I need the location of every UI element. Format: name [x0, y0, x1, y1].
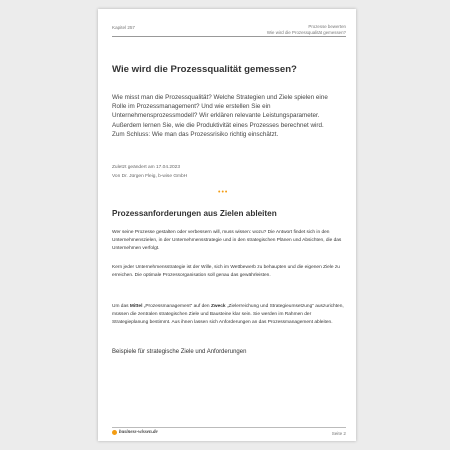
article-meta [112, 163, 187, 182]
paragraph-3-text-c: „Prozessmanagement“ auf den [142, 304, 211, 309]
header-subtitle: Wie wird die Prozessqualität gemessen? [266, 29, 346, 35]
footer-divider [112, 427, 346, 428]
document-page [98, 9, 356, 441]
page-number: Seite 2 [331, 431, 346, 436]
footer-brand[interactable] [112, 430, 158, 435]
paragraph-3-text-a: Um das [112, 304, 130, 309]
paragraph-1: Wer seine Prozesse gestalten oder verbessern will, muss wissen: wozu? Die Antwort findet sich in den Unternehmenszielen, in der Unternehmensstrategie und in den strategischen Plänen und Absichten, die das Unternehmen verfolgt. [112, 230, 342, 251]
brand-name: business-wissen.de [119, 430, 158, 435]
page-title: Wie wird die Prozessqualität gemessen? [112, 64, 297, 75]
paragraph-3-bold-zweck: Zweck [210, 304, 226, 309]
paragraph-3-bold-mittel: Mittel [129, 304, 143, 309]
header-divider [112, 36, 346, 37]
paragraph-2: Kern jeder Unternehmensstrategie ist der Wille, sich im Wettbewerb zu behaupten und die eigenen Ziele zu erreichen. Die optimale Prozessorganisation soll genau das gewährleisten. [112, 265, 340, 278]
paragraph-3-text-e: „Zielerreichung und Strategieumsetzung“ auszurichten, müssen die zentralen strategischen Ziele und Bausteine klar sein. Sie werden im Rahmen der Strategieplanung bestimmt. Aus ihnen lassen sich Anforderungen an das Prozessmanagement ableiten. [112, 304, 344, 325]
header-right [267, 24, 346, 35]
lead-paragraph: Wie misst man die Prozessqualität? Welche Strategien und Ziele spielen eine Rolle im Prozessmanagement? Und wie erstellen Sie ein Unternehmensprozessmodell? Wir erklären relevante Leistungsparameter. Außerdem lernen Sie, wie die Produktivität eines Prozesses berechnet wird. Zum Schluss: Wie man das Prozessrisiko richtig einschätzt. [112, 94, 328, 138]
header-section: Prozesse bewerten [308, 24, 346, 29]
header-chapter: Kapitel 257 [112, 25, 135, 30]
author-line: Von Dr. Jürgen Fleig, b-wise GmbH [112, 174, 188, 180]
brand-logo-icon [112, 430, 117, 435]
section-heading: Prozessanforderungen aus Zielen ableiten [112, 209, 277, 218]
subheading-examples: Beispiele für strategische Ziele und Anforderungen [112, 349, 247, 355]
updated-date: Zuletzt geändert am 17.04.2023 [112, 165, 181, 170]
separator-dots: ••• [218, 189, 229, 196]
paragraph-3 [112, 303, 346, 326]
